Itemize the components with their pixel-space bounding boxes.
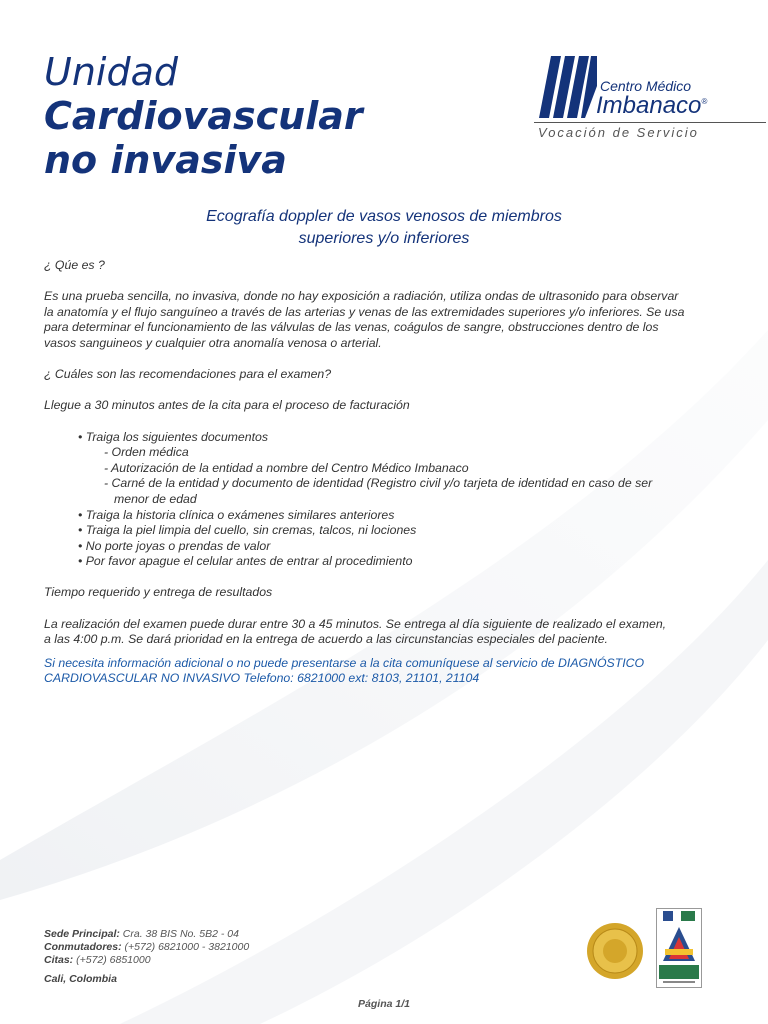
sub-list-item: - Autorización de la entidad a nombre del Centro Médico Imbanaco	[104, 460, 469, 475]
conmutadores-value: (+572) 6821000 - 3821000	[121, 941, 250, 953]
contact-line: CARDIOVASCULAR NO INVASIVO Telefono: 6821000 ext: 8103, 21101, 21104	[44, 671, 480, 686]
gold-seal-icon	[586, 922, 644, 980]
sede-value: Cra. 38 BIS No. 5B2 - 04	[119, 928, 239, 940]
spacer	[44, 570, 716, 586]
list-item: • Por favor apague el celular antes de entrar al procedimiento	[78, 554, 413, 569]
list-item: • No porte joyas o prendas de valor	[78, 538, 271, 553]
spacer	[44, 274, 716, 290]
logo-name: Imbanaco	[596, 92, 702, 119]
list-item: • Traiga los siguientes documentos	[78, 429, 268, 444]
question-what-is: ¿ Qúe es ?	[44, 258, 105, 272]
question-recommendations: ¿ Cuáles son las recomendaciones para el examen?	[44, 367, 332, 382]
arrival-note: Llegue a 30 minutos antes de la cita para el proceso de facturación	[44, 398, 410, 413]
imbanaco-logo-mark-icon	[539, 56, 597, 118]
question-time-results: Tiempo requerido y entrega de resultados	[44, 585, 273, 600]
spacer	[44, 383, 716, 399]
document-body	[44, 258, 716, 687]
sub-list-item: - Carné de la entidad y documento de identidad (Registro civil y/o tarjeta de identidad en caso de ser	[104, 476, 653, 491]
logo-tagline: Vocación de Servicio	[538, 125, 699, 140]
description-line: la anatomía y el flujo sanguíneo a través de las arterias y venas de las extremidades superiores y/o inferiores. Se usa	[44, 304, 685, 319]
logo-divider	[534, 122, 766, 123]
page-number: Página 1/1	[358, 998, 410, 1010]
city: Cali, Colombia	[44, 973, 117, 985]
sede-line	[44, 928, 249, 941]
citas-value: (+572) 6851000	[73, 954, 151, 966]
time-line: a las 4:00 p.m. Se dará prioridad en la entrega de acuerdo a las circunstancias especiales del paciente.	[44, 632, 608, 647]
sub-list-item: - Orden médica	[104, 445, 189, 460]
description-line: para determinar el funcionamiento de las válvulas de las venas, coágulos de sangre, obstrucciones dentro de los	[44, 320, 659, 335]
sede-label: Sede Principal:	[44, 928, 120, 940]
logo-line-1: Centro Médico	[600, 78, 692, 94]
heading-line-2: superiores y/o inferiores	[298, 230, 470, 247]
spacer	[44, 414, 716, 430]
title-line-1: Unidad	[44, 50, 178, 94]
citas-line	[44, 954, 249, 967]
spacer	[44, 601, 716, 617]
title-line-3: no invasiva	[44, 138, 287, 182]
sub-list-item-continuation: menor de edad	[114, 491, 197, 506]
contact-line: Si necesita información adicional o no puede presentarse a la cita comuníquese al servicio de DIAGNÓSTICO	[44, 655, 645, 670]
time-line: La realización del examen puede durar entre 30 a 45 minutos. Se entrega al día siguiente de realizado el examen,	[44, 616, 667, 631]
heading-line-1: Ecografía doppler de vasos venosos de miembros	[206, 208, 562, 225]
description-line: Es una prueba sencilla, no invasiva, donde no hay exposición a radiación, utiliza ondas de ultrasonido para observar	[44, 289, 679, 304]
unit-title	[44, 50, 363, 182]
citas-label: Citas:	[44, 954, 74, 966]
title-line-2: Cardiovascular	[44, 94, 363, 138]
logo-line-2	[596, 92, 707, 120]
conmutadores-line	[44, 941, 249, 954]
accreditation-badge-icon	[656, 908, 702, 988]
list-item: • Traiga la historia clínica o exámenes similares anteriores	[78, 507, 395, 522]
conmutadores-label: Conmutadores:	[44, 941, 122, 953]
spacer	[44, 352, 716, 368]
registered-mark: ®	[701, 97, 708, 106]
list-item: • Traiga la piel limpia del cuello, sin cremas, talcos, ni lociones	[78, 523, 417, 538]
spacer	[44, 648, 716, 656]
imbanaco-logo	[534, 52, 766, 144]
footer-address	[44, 928, 249, 986]
document-heading	[0, 206, 768, 250]
description-line: vasos sanguineos y cualquier otra anomalía venosa o arterial.	[44, 335, 382, 350]
